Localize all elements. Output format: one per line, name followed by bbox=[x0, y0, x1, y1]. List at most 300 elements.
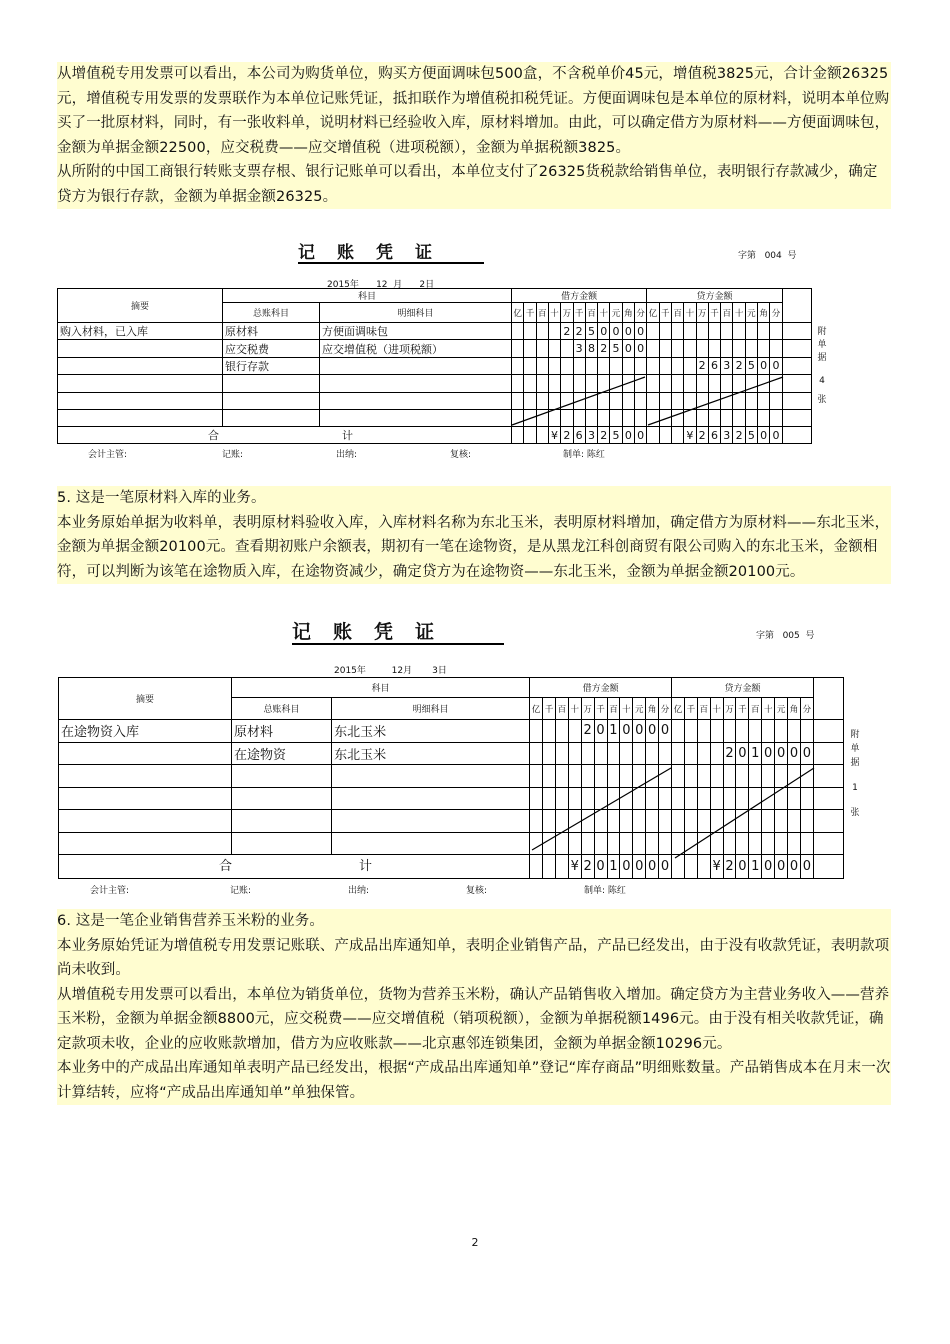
digit-unit-label: 千 bbox=[573, 303, 585, 323]
debit-digit-cell bbox=[581, 742, 594, 765]
credit-digit-cell bbox=[736, 765, 749, 788]
debit-digit-cell bbox=[659, 742, 672, 765]
debit-digit-cell bbox=[568, 787, 581, 810]
debit-digit-cell bbox=[512, 323, 524, 340]
sign-maker: 制单: 陈红 bbox=[563, 450, 605, 460]
digit-unit-label: 亿 bbox=[672, 698, 685, 720]
debit-digit-cell: 0 bbox=[610, 323, 622, 340]
total-label-right: 计 bbox=[342, 429, 353, 443]
paragraph: 从增值税专用发票可以看出，本公司为购货单位，购买方便面调味包500盒，不含税单价45元，增值税3825元，合计金额26325元，增值税专用发票的发票联作为本单位记账凭证，抵扣联作为增值税扣税凭证。方便面调味包是本单位的原材料，说明本单位购买了一批原材料，同时，有一张收料单，说明材料已经验收入库，原材料增加。由此，可以确定借方为原材料——方便面调味包，金额为单据金额22500，应交税费——应交增值税（进项税额），金额为单据税额3825。 bbox=[57, 66, 890, 156]
debit-digit-cell bbox=[573, 392, 585, 409]
detail-account-cell bbox=[332, 787, 530, 810]
debit-digit-cell bbox=[548, 392, 560, 409]
debit-digit-cell bbox=[536, 340, 548, 357]
blank-cell bbox=[782, 392, 811, 409]
digit-unit-label: 分 bbox=[800, 698, 813, 720]
entry-row bbox=[59, 832, 844, 855]
debit-digit-cell bbox=[634, 375, 646, 392]
digit-unit-label: 百 bbox=[671, 303, 683, 323]
general-account-header: 总账科目 bbox=[232, 698, 332, 720]
credit-digit-cell bbox=[723, 787, 736, 810]
entry-row bbox=[58, 375, 812, 392]
credit-digit-cell bbox=[672, 765, 685, 788]
general-account-cell bbox=[232, 832, 332, 855]
credit-digit-cell bbox=[684, 375, 696, 392]
debit-digit-cell bbox=[524, 375, 536, 392]
credit-digit-cell bbox=[736, 810, 749, 833]
debit-digit-cell bbox=[620, 765, 633, 788]
digit-unit-label: 千 bbox=[524, 303, 536, 323]
total-digit-cell bbox=[524, 427, 536, 444]
sign-reviewer: 复核: bbox=[450, 450, 472, 460]
debit-digit-cell bbox=[530, 832, 543, 855]
total-digit-cell bbox=[671, 427, 683, 444]
debit-digit-cell bbox=[548, 323, 560, 340]
credit-digit-cell bbox=[749, 810, 762, 833]
digit-unit-label: 千 bbox=[708, 303, 720, 323]
credit-digit-cell bbox=[684, 392, 696, 409]
debit-digit-cell bbox=[543, 720, 556, 743]
general-account-cell: 在途物资 bbox=[232, 742, 332, 765]
sign-bookkeeper: 记账: bbox=[230, 886, 252, 896]
debit-digit-cell: 8 bbox=[585, 340, 597, 357]
debit-digit-cell bbox=[530, 742, 543, 765]
summary-cell bbox=[59, 787, 232, 810]
debit-digit-cell bbox=[598, 392, 610, 409]
total-digit-cell: 0 bbox=[800, 855, 813, 879]
credit-digit-cell bbox=[733, 375, 745, 392]
credit-digit-cell bbox=[659, 323, 671, 340]
debit-digit-cell bbox=[524, 323, 536, 340]
credit-digit-cell bbox=[710, 720, 723, 743]
credit-digit-cell bbox=[788, 810, 801, 833]
debit-digit-cell bbox=[543, 810, 556, 833]
digit-unit-label: 千 bbox=[543, 698, 556, 720]
debit-digit-cell bbox=[646, 787, 659, 810]
digit-unit-label: 百 bbox=[721, 303, 733, 323]
credit-digit-cell bbox=[800, 810, 813, 833]
header-row bbox=[58, 289, 812, 303]
detail-account-cell: 东北玉米 bbox=[332, 742, 530, 765]
debit-digit-cell bbox=[530, 787, 543, 810]
credit-digit-cell bbox=[721, 375, 733, 392]
summary-header: 摘要 bbox=[59, 678, 232, 720]
credit-digit-cell bbox=[671, 392, 683, 409]
credit-digit-cell bbox=[775, 765, 788, 788]
voucher-date: 2015年 12 月 2日 bbox=[327, 280, 435, 290]
detail-account-cell bbox=[332, 765, 530, 788]
summary-cell bbox=[58, 357, 223, 374]
detail-account-cell: 东北玉米 bbox=[332, 720, 530, 743]
debit-digit-cell bbox=[607, 787, 620, 810]
debit-digit-cell bbox=[530, 810, 543, 833]
debit-digit-cell bbox=[581, 787, 594, 810]
debit-digit-cell bbox=[646, 832, 659, 855]
debit-digit-cell bbox=[607, 765, 620, 788]
general-account-cell bbox=[232, 787, 332, 810]
header-row bbox=[59, 678, 844, 698]
credit-digit-cell bbox=[721, 392, 733, 409]
total-digit-cell: 1 bbox=[749, 855, 762, 879]
credit-digit-cell bbox=[758, 375, 770, 392]
debit-digit-cell bbox=[561, 340, 573, 357]
digit-unit-label: 亿 bbox=[512, 303, 524, 323]
debit-digit-cell bbox=[536, 409, 548, 426]
credit-digit-cell bbox=[736, 832, 749, 855]
debit-digit-cell bbox=[568, 720, 581, 743]
debit-digit-cell bbox=[634, 409, 646, 426]
total-digit-cell: 5 bbox=[745, 427, 757, 444]
debit-digit-cell bbox=[543, 765, 556, 788]
account-header: 科目 bbox=[232, 678, 530, 698]
credit-digit-cell bbox=[758, 323, 770, 340]
debit-digit-cell bbox=[561, 375, 573, 392]
credit-digit-cell bbox=[647, 357, 659, 374]
credit-digit-cell bbox=[745, 323, 757, 340]
total-digit-cell bbox=[684, 855, 697, 879]
blank-cell bbox=[813, 742, 843, 765]
credit-digit-cell bbox=[721, 409, 733, 426]
entry-row bbox=[59, 720, 844, 743]
credit-digit-cell bbox=[733, 323, 745, 340]
total-digit-cell: 6 bbox=[573, 427, 585, 444]
credit-digit-cell: 0 bbox=[736, 742, 749, 765]
total-digit-cell: 0 bbox=[634, 427, 646, 444]
debit-digit-cell bbox=[634, 357, 646, 374]
blank-cell bbox=[813, 855, 843, 879]
entry-row bbox=[59, 742, 844, 765]
detail-account-cell bbox=[320, 375, 512, 392]
credit-digit-cell bbox=[672, 832, 685, 855]
sign-supervisor: 会计主管: bbox=[90, 886, 130, 896]
total-digit-cell: 0 bbox=[620, 855, 633, 879]
digit-unit-label: 分 bbox=[659, 698, 672, 720]
digit-unit-label: 十 bbox=[620, 698, 633, 720]
total-digit-cell: 6 bbox=[708, 427, 720, 444]
debit-digit-cell bbox=[585, 392, 597, 409]
debit-digit-cell bbox=[581, 832, 594, 855]
credit-digit-cell bbox=[708, 392, 720, 409]
digit-unit-label: 万 bbox=[561, 303, 573, 323]
debit-digit-cell bbox=[555, 765, 568, 788]
blank-cell bbox=[813, 720, 843, 743]
debit-digit-cell bbox=[620, 787, 633, 810]
credit-digit-cell bbox=[721, 340, 733, 357]
credit-digit-cell bbox=[671, 375, 683, 392]
debit-digit-cell bbox=[548, 375, 560, 392]
debit-digit-cell: 5 bbox=[610, 340, 622, 357]
total-label-cell bbox=[58, 427, 512, 444]
summary-cell bbox=[59, 742, 232, 765]
debit-digit-cell bbox=[555, 810, 568, 833]
blank-cell bbox=[813, 765, 843, 788]
credit-digit-cell bbox=[733, 409, 745, 426]
credit-digit-cell bbox=[770, 392, 782, 409]
credit-digit-cell bbox=[745, 392, 757, 409]
paragraph: 从所附的中国工商银行转账支票存根、银行记账单可以看出，本单位支付了26325货税款给销售单位，表明银行存款减少，确定贷方为银行存款，金额为单据金额26325。 bbox=[57, 164, 878, 205]
digit-unit-label: 分 bbox=[770, 303, 782, 323]
debit-digit-cell bbox=[530, 765, 543, 788]
voucher-date: 2015年 12月 3日 bbox=[334, 666, 447, 676]
digit-unit-label: 分 bbox=[634, 303, 646, 323]
credit-digit-cell bbox=[684, 323, 696, 340]
summary-header: 摘要 bbox=[58, 289, 223, 323]
debit-digit-cell: 2 bbox=[573, 323, 585, 340]
total-digit-cell: ¥ bbox=[548, 427, 560, 444]
credit-digit-cell bbox=[723, 720, 736, 743]
debit-digit-cell bbox=[659, 832, 672, 855]
blank-cell bbox=[782, 340, 811, 357]
debit-digit-cell bbox=[659, 810, 672, 833]
digit-unit-label: 元 bbox=[745, 303, 757, 323]
credit-digit-cell bbox=[710, 765, 723, 788]
credit-digit-cell bbox=[684, 409, 696, 426]
debit-digit-cell bbox=[512, 375, 524, 392]
debit-digit-cell bbox=[610, 357, 622, 374]
debit-digit-cell bbox=[568, 810, 581, 833]
detail-account-cell bbox=[332, 810, 530, 833]
attach-unit: 张 bbox=[850, 808, 860, 818]
sign-maker: 制单: 陈红 bbox=[584, 886, 626, 896]
total-row bbox=[59, 855, 844, 879]
total-row bbox=[58, 427, 812, 444]
digit-unit-label: 万 bbox=[723, 698, 736, 720]
digit-unit-label: 角 bbox=[758, 303, 770, 323]
attach-unit: 张 bbox=[817, 395, 827, 405]
debit-digit-cell bbox=[633, 765, 646, 788]
credit-digit-cell: 2 bbox=[696, 357, 708, 374]
entry-row bbox=[58, 392, 812, 409]
debit-digit-cell bbox=[561, 392, 573, 409]
blank-cell bbox=[782, 375, 811, 392]
credit-digit-cell bbox=[775, 810, 788, 833]
total-digit-cell bbox=[536, 427, 548, 444]
digit-unit-label: 十 bbox=[548, 303, 560, 323]
debit-digit-cell: 2 bbox=[598, 340, 610, 357]
total-digit-cell: 0 bbox=[762, 855, 775, 879]
summary-cell bbox=[58, 392, 223, 409]
detail-account-cell bbox=[332, 832, 530, 855]
credit-digit-cell bbox=[697, 765, 710, 788]
attach-label: 据 bbox=[850, 758, 860, 768]
credit-digit-cell bbox=[762, 765, 775, 788]
summary-cell bbox=[58, 409, 223, 426]
credit-digit-cell bbox=[800, 720, 813, 743]
paragraph: 5. 这是一笔原材料入库的业务。 bbox=[57, 490, 266, 506]
credit-digit-cell bbox=[647, 323, 659, 340]
credit-digit-cell bbox=[733, 340, 745, 357]
debit-digit-cell bbox=[607, 810, 620, 833]
debit-digit-cell bbox=[620, 810, 633, 833]
debit-digit-cell bbox=[581, 810, 594, 833]
entry-row bbox=[58, 340, 812, 357]
credit-digit-cell bbox=[762, 720, 775, 743]
credit-digit-cell bbox=[723, 810, 736, 833]
debit-digit-cell bbox=[610, 409, 622, 426]
debit-digit-cell bbox=[561, 409, 573, 426]
total-digit-cell: 0 bbox=[736, 855, 749, 879]
detail-account-cell bbox=[320, 357, 512, 374]
general-account-header: 总账科目 bbox=[223, 303, 320, 323]
debit-digit-cell: 1 bbox=[607, 720, 620, 743]
credit-digit-cell bbox=[710, 810, 723, 833]
total-digit-cell: 5 bbox=[610, 427, 622, 444]
debit-digit-cell bbox=[659, 787, 672, 810]
debit-digit-cell bbox=[620, 742, 633, 765]
credit-digit-cell bbox=[696, 375, 708, 392]
credit-digit-cell bbox=[696, 409, 708, 426]
debit-digit-cell bbox=[512, 340, 524, 357]
general-account-cell: 原材料 bbox=[232, 720, 332, 743]
debit-digit-cell bbox=[543, 832, 556, 855]
credit-digit-cell bbox=[723, 832, 736, 855]
debit-digit-cell bbox=[555, 787, 568, 810]
digit-unit-label: 角 bbox=[788, 698, 801, 720]
debit-digit-cell bbox=[524, 409, 536, 426]
voucher-number: 字第 005 号 bbox=[756, 631, 815, 641]
credit-digit-cell bbox=[697, 720, 710, 743]
credit-digit-cell: 5 bbox=[745, 357, 757, 374]
credit-digit-cell bbox=[710, 787, 723, 810]
total-digit-cell: 2 bbox=[733, 427, 745, 444]
credit-digit-cell bbox=[758, 409, 770, 426]
attachment-note bbox=[848, 728, 862, 820]
debit-digit-cell bbox=[543, 742, 556, 765]
total-label-left: 合 bbox=[208, 429, 219, 443]
debit-digit-cell bbox=[555, 832, 568, 855]
credit-digit-cell bbox=[788, 787, 801, 810]
paragraph: 本业务原始凭证为增值税专用发票记账联、产成品出库通知单，表明企业销售产品，产品已经发出，由于没有收款凭证，表明款项尚未收到。 bbox=[57, 937, 890, 978]
digit-unit-label: 十 bbox=[568, 698, 581, 720]
total-digit-cell: 0 bbox=[594, 855, 607, 879]
debit-digit-cell bbox=[633, 742, 646, 765]
total-digit-cell: 0 bbox=[770, 427, 782, 444]
credit-digit-cell bbox=[671, 357, 683, 374]
total-digit-cell: 0 bbox=[788, 855, 801, 879]
debit-digit-cell: 0 bbox=[622, 340, 634, 357]
credit-digit-cell bbox=[684, 810, 697, 833]
voucher-number: 字第 004 号 bbox=[738, 251, 797, 261]
general-account-cell bbox=[232, 810, 332, 833]
digit-unit-label: 千 bbox=[659, 303, 671, 323]
page-number: 2 bbox=[471, 1236, 479, 1249]
credit-digit-cell bbox=[745, 409, 757, 426]
credit-digit-cell: 0 bbox=[800, 742, 813, 765]
credit-digit-cell bbox=[684, 787, 697, 810]
digit-unit-label: 百 bbox=[555, 698, 568, 720]
debit-digit-cell bbox=[548, 409, 560, 426]
blank-cell bbox=[782, 323, 811, 340]
digit-unit-label: 角 bbox=[646, 698, 659, 720]
digit-unit-label: 千 bbox=[684, 698, 697, 720]
debit-digit-cell: 0 bbox=[622, 323, 634, 340]
total-digit-cell: ¥ bbox=[684, 427, 696, 444]
credit-digit-cell: 0 bbox=[788, 742, 801, 765]
debit-digit-cell bbox=[633, 810, 646, 833]
attach-label: 附 bbox=[817, 327, 827, 337]
debit-digit-cell bbox=[594, 832, 607, 855]
total-digit-cell: 0 bbox=[646, 855, 659, 879]
credit-digit-cell: 2 bbox=[733, 357, 745, 374]
credit-digit-cell bbox=[749, 765, 762, 788]
debit-digit-cell: 5 bbox=[585, 323, 597, 340]
credit-digit-cell bbox=[775, 787, 788, 810]
voucher-table bbox=[57, 288, 812, 444]
paragraph: 本业务原始单据为收料单，表明原材料验收入库，入库材料名称为东北玉米，表明原材料增加，确定借方为原材料——东北玉米，金额为单据金额20100元。查看期初账户余额表，期初有一笔在途物资，是从黑龙江科创商贸有限公司购入的东北玉米，金额相符，可以判断为该笔在途物质入库，在途物资减少，确定贷方为在途物资——东北玉米，金额为单据金额20100元。 bbox=[57, 514, 890, 580]
debit-digit-cell bbox=[512, 392, 524, 409]
credit-digit-cell bbox=[684, 720, 697, 743]
credit-digit-cell bbox=[671, 340, 683, 357]
digit-unit-label: 百 bbox=[607, 698, 620, 720]
voucher-table bbox=[58, 677, 844, 879]
detail-account-header: 明细科目 bbox=[332, 698, 530, 720]
debit-digit-cell bbox=[594, 787, 607, 810]
debit-digit-cell bbox=[548, 357, 560, 374]
credit-digit-cell bbox=[788, 765, 801, 788]
credit-digit-cell: 0 bbox=[758, 357, 770, 374]
total-digit-cell: ¥ bbox=[568, 855, 581, 879]
debit-digit-cell: 0 bbox=[633, 720, 646, 743]
debit-digit-cell bbox=[555, 720, 568, 743]
debit-digit-cell bbox=[536, 323, 548, 340]
entry-row bbox=[59, 810, 844, 833]
debit-digit-cell bbox=[573, 357, 585, 374]
entry-row bbox=[58, 323, 812, 340]
credit-digit-cell bbox=[684, 357, 696, 374]
debit-digit-cell: 0 bbox=[620, 720, 633, 743]
credit-digit-cell bbox=[671, 323, 683, 340]
attach-label: 单 bbox=[850, 744, 860, 754]
debit-digit-cell bbox=[594, 810, 607, 833]
credit-digit-cell bbox=[749, 832, 762, 855]
debit-digit-cell bbox=[622, 392, 634, 409]
summary-cell bbox=[58, 375, 223, 392]
total-digit-cell bbox=[543, 855, 556, 879]
debit-digit-cell bbox=[561, 357, 573, 374]
digit-unit-label: 百 bbox=[536, 303, 548, 323]
sign-cashier: 出纳: bbox=[348, 886, 370, 896]
general-account-cell bbox=[232, 765, 332, 788]
total-digit-cell: 0 bbox=[775, 855, 788, 879]
credit-digit-cell bbox=[647, 392, 659, 409]
blank-cell bbox=[782, 289, 811, 323]
credit-digit-cell bbox=[736, 787, 749, 810]
credit-digit-cell bbox=[697, 742, 710, 765]
credit-digit-cell bbox=[659, 340, 671, 357]
debit-digit-cell bbox=[568, 832, 581, 855]
debit-digit-cell bbox=[543, 787, 556, 810]
voucher-title: 记账凭证 bbox=[292, 622, 504, 645]
total-digit-cell bbox=[697, 855, 710, 879]
account-header: 科目 bbox=[223, 289, 512, 303]
credit-digit-cell bbox=[696, 340, 708, 357]
credit-header: 贷方金额 bbox=[672, 678, 814, 698]
debit-digit-cell bbox=[594, 742, 607, 765]
credit-digit-cell bbox=[647, 340, 659, 357]
digit-unit-label: 元 bbox=[610, 303, 622, 323]
general-account-cell bbox=[223, 409, 320, 426]
blank-cell bbox=[813, 678, 843, 720]
credit-digit-cell bbox=[684, 832, 697, 855]
credit-header: 贷方金额 bbox=[647, 289, 782, 303]
digit-unit-label: 万 bbox=[581, 698, 594, 720]
attachment-note bbox=[815, 326, 829, 407]
debit-digit-cell: 0 bbox=[634, 340, 646, 357]
attach-count: 4 bbox=[819, 376, 825, 386]
total-digit-cell: 0 bbox=[633, 855, 646, 879]
summary-cell bbox=[59, 765, 232, 788]
debit-digit-cell bbox=[573, 375, 585, 392]
